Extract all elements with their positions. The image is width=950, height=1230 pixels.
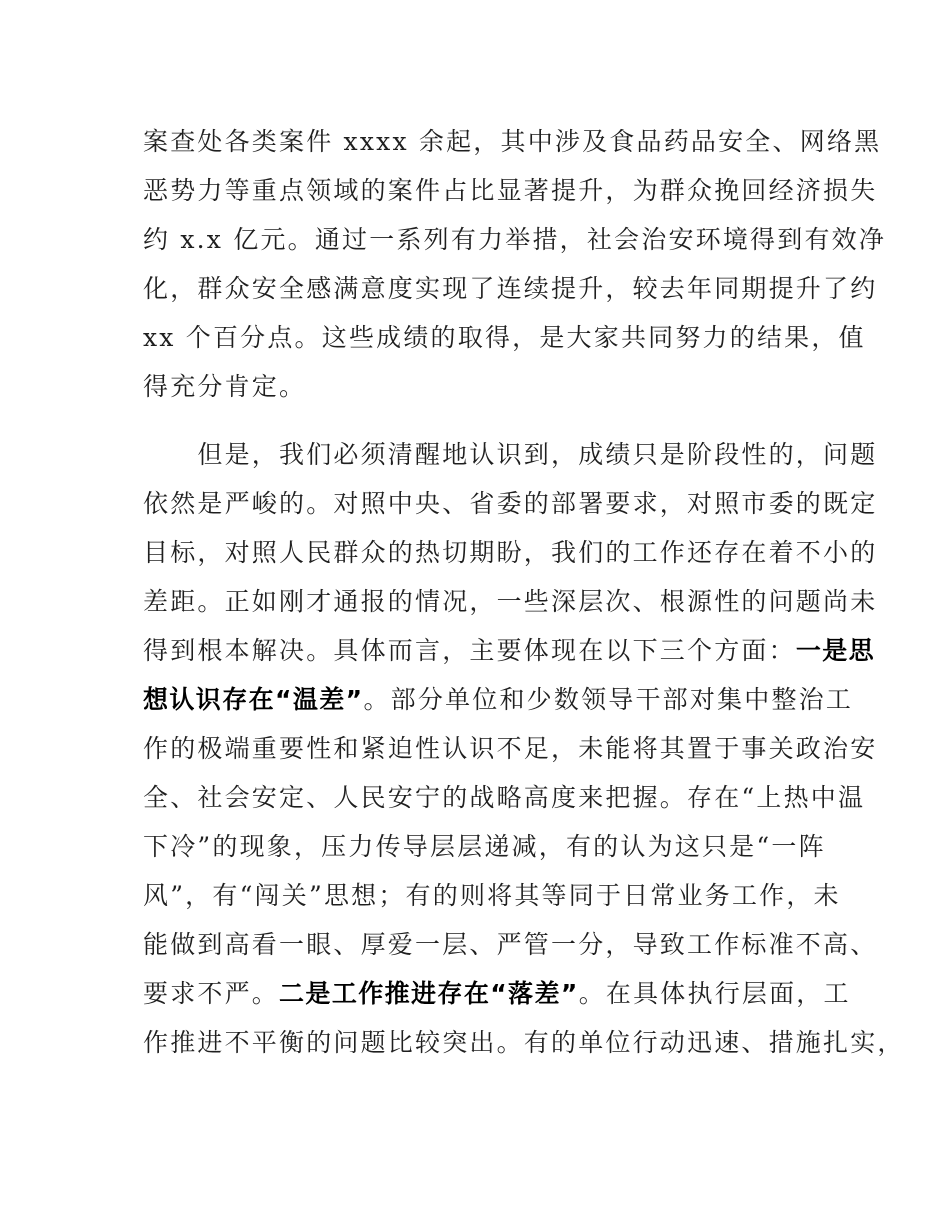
paragraph-2-line-4: 差距。正如刚才通报的情况，一些深层次、根源性的问题尚未: [143, 587, 878, 616]
paragraph-2-line-6-text: 。部分单位和少数领导干部对集中整治工: [363, 685, 854, 714]
paragraph-2-line-2: 依然是严峻的。对照中央、省委的部署要求，对照市委的既定: [143, 489, 878, 518]
paragraph-2-line-12-text-2: 。在具体执行层面，工: [578, 979, 851, 1008]
paragraph-1-line-4: 化，群众安全感满意度实现了连续提升，较去年同期提升了约: [143, 274, 878, 303]
paragraph-1-line-5: xx 个百分点。这些成绩的取得，是大家共同努力的结果，值: [143, 323, 866, 352]
paragraph-2-line-7: 作的极端重要性和紧迫性认识不足，未能将其置于事关政治安: [143, 734, 878, 763]
paragraph-2-line-12: [143, 979, 851, 1009]
paragraph-2-line-1: 但是，我们必须清醒地认识到，成绩只是阶段性的，问题: [143, 440, 878, 469]
paragraph-1-line-6: 得充分肯定。: [143, 372, 307, 401]
paragraph-1-line-1: 案查处各类案件 xxxx 余起，其中涉及食品药品安全、网络黑: [143, 127, 882, 156]
paragraph-1-line-2: 恶势力等重点领域的案件占比显著提升，为群众挽回经济损失: [143, 176, 878, 205]
heading-1-part-2: 想认识存在“温差”: [143, 685, 364, 714]
paragraph-2-line-10: 风”，有“闯关”思想；有的则将其等同于日常业务工作，未: [143, 881, 841, 910]
paragraph-2-line-5-text: 得到根本解决。具体而言，主要体现在以下三个方面：: [143, 636, 796, 665]
paragraph-2-line-6: [143, 685, 853, 715]
paragraph-2-line-9: 下冷”的现象，压力传导层层递减，有的认为这只是“一阵: [143, 832, 826, 861]
paragraph-2-line-13: 作推进不平衡的问题比较突出。有的单位行动迅速、措施扎实，: [143, 1028, 905, 1057]
paragraph-1-line-3: 约 x.x 亿元。通过一系列有力举措，社会治安环境得到有效净: [143, 225, 887, 254]
paragraph-2-line-5: [143, 636, 875, 666]
paragraph-2-line-3: 目标，对照人民群众的热切期盼，我们的工作还存在着不小的: [143, 538, 878, 567]
paragraph-2-line-12-text: 要求不严。: [143, 979, 280, 1008]
paragraph-2-line-8: 全、社会安定、人民安宁的战略高度来把握。存在“上热中温: [143, 783, 866, 812]
heading-2: 二是工作推进存在“落差”: [279, 979, 579, 1008]
paragraph-2-line-11: 能做到高看一眼、厚爱一层、严管一分，导致工作标准不高、: [143, 930, 878, 959]
heading-1-part-1: 一是思: [795, 636, 876, 665]
